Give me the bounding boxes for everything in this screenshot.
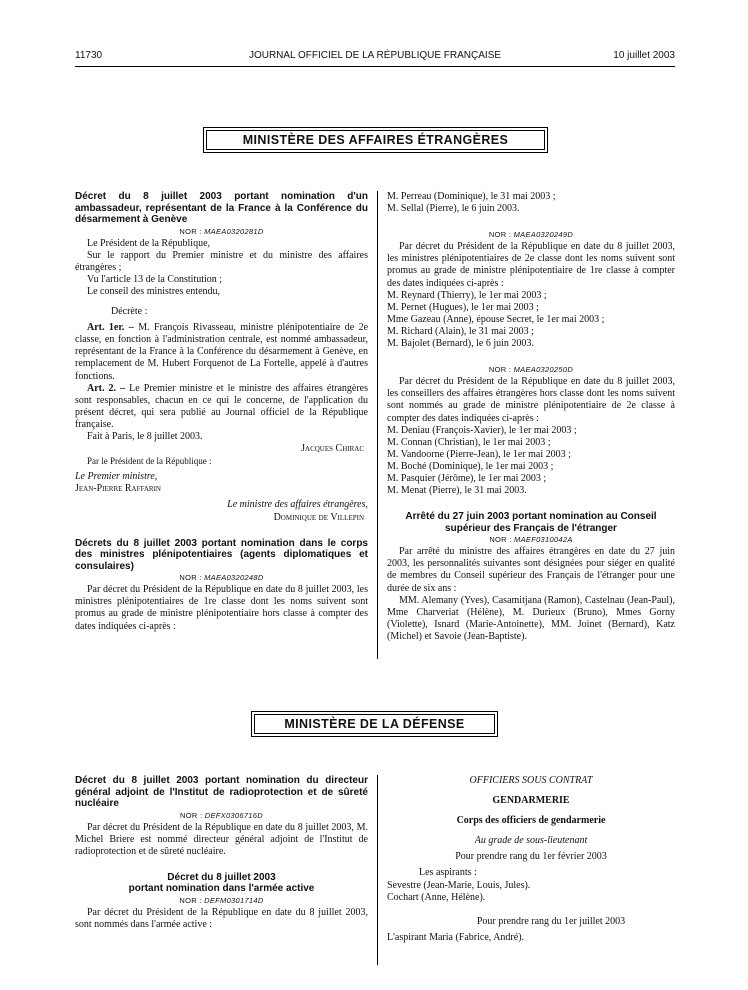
list-item: L'aspirant Maria (Fabrice, André).: [387, 931, 525, 943]
article-2: Art. 2. – Le Premier ministre et le ministre des affaires étrangères sont responsables, chacun en ce qui le concerne, de l'application du présent décret, qui sera publié au Journal officiel de la République française.: [75, 382, 368, 430]
list-item: M. Menat (Pierre), le 31 mai 2003.: [387, 485, 527, 497]
decrete: Décrète :: [111, 306, 148, 318]
paragraph: Par décret du Président de la République en date du 8 juillet 2003, M. Michel Briere est nommé directeur général adjoint de l'Institut de radioprotection et de sûreté nucléaire.: [75, 821, 368, 857]
paragraph: Par décret du Président de la République en date du 8 juillet 2003, les conseillers des affaires étrangères hors classe dont les noms suivent sont nommés au grade de ministre plénipotentiaire de 2e classe à compter des dates indiquées ci-après :: [387, 376, 675, 424]
paragraph: Par décret du Président de la République en date du 8 juillet 2003, les ministres plénipotentiaires de 2e classe dont les noms suivent sont promus au grade de ministre plénipotentiaire de 1re classe à compter des dates indiquées ci-après :: [387, 241, 675, 289]
paragraph: Sur le rapport du Premier ministre et du ministre des affaires étrangères ;: [75, 249, 368, 273]
column-divider: [377, 775, 378, 965]
paragraph: Vu l'article 13 de la Constitution ;: [87, 273, 223, 285]
page-number: 11730: [75, 50, 103, 61]
ministry-heading-box: [251, 711, 498, 737]
list-item: Sevestre (Jean-Marie, Louis, Jules).: [387, 879, 531, 891]
list-item: Cochart (Anne, Hélène).: [387, 891, 486, 903]
list-item: M. Connan (Christian), le 1er mai 2003 ;: [387, 436, 551, 448]
arrete-title: Arrêté du 27 juin 2003 portant nomination au Conseil supérieur des Français de l'étranger: [405, 511, 657, 534]
decree-title: Décret du 8 juillet 2003 portant nomination du directeur général adjoint de l'Institut de radioprotection et de sûreté nucléaire: [75, 775, 368, 809]
paragraph: Par arrêté du ministre des affaires étrangères en date du 27 juin 2003, les personnalités suivantes sont désignées pour siéger en qualité de membres du Conseil supérieur des Français de l'étranger pour une durée de six ans :: [387, 546, 675, 594]
decree-title-line1: Décret du 8 juillet 2003: [167, 871, 276, 883]
nor-reference: NOR : MAEA0320249D: [488, 230, 574, 240]
issue-date: 10 juillet 2003: [613, 50, 675, 61]
page-header: [75, 50, 675, 66]
paragraph: Le conseil des ministres entendu,: [87, 285, 221, 297]
list-item: M. Perreau (Dominique), le 31 mai 2003 ;: [387, 191, 556, 202]
list-item: M. Pasquier (Jérôme), le 1er mai 2003 ;: [387, 472, 547, 484]
nor-reference: NOR : MAEA0320281D: [179, 226, 264, 236]
paragraph: Par décret du Président de la République en date du 8 juillet 2003, sont nommés dans l'armée active :: [75, 906, 368, 931]
decree-title-line2: portant nomination dans l'armée active: [128, 883, 315, 895]
list-item: M. Bajolet (Bernard), le 6 juin 2003.: [387, 338, 534, 350]
aspirants-label: Les aspirants :: [419, 867, 477, 879]
nor-reference: NOR : MAEF0310042A: [489, 535, 573, 545]
list-item: Mme Gazeau (Anne), épouse Secret, le 1er mai 2003 ;: [387, 313, 605, 325]
ministry-heading: MINISTÈRE DE LA DÉFENSE: [254, 714, 495, 734]
right-column-top: [387, 191, 675, 643]
heading-corps: Corps des officiers de gendarmerie: [456, 815, 606, 827]
list-item: M. Deniau (François-Xavier), le 1er mai 2003 ;: [387, 424, 577, 436]
nor-reference: NOR : MAEA0320250D: [488, 365, 574, 375]
signature-president: Jacques Chirac: [301, 443, 364, 455]
column-divider: [377, 191, 378, 659]
nor-reference: NOR : DEFM0301714D: [179, 895, 264, 905]
header-rule: [75, 66, 675, 67]
pm-name: Jean-Pierre Raffarin: [75, 483, 161, 495]
journal-title: JOURNAL OFFICIEL DE LA RÉPUBLIQUE FRANÇAISE: [248, 50, 502, 61]
paragraph: Le Président de la République,: [87, 237, 211, 249]
list-item: M. Vandoorne (Pierre-Jean), le 1er mai 2003 ;: [387, 448, 571, 460]
left-column-top: [75, 191, 368, 633]
left-column-bottom: [75, 775, 368, 931]
list-item: M. Reynard (Thierry), le 1er mai 2003 ;: [387, 289, 547, 301]
list-item: M. Sellal (Pierre), le 6 juin 2003.: [387, 203, 520, 215]
fait: Fait à Paris, le 8 juillet 2003.: [87, 431, 203, 442]
rank-date: Pour prendre rang du 1er juillet 2003: [476, 915, 626, 927]
heading-grade: Au grade de sous-lieutenant: [474, 835, 588, 847]
rank-date: Pour prendre rang du 1er février 2003: [455, 851, 607, 863]
list-item: M. Pernet (Hugues), le 1er mai 2003 ;: [387, 301, 539, 313]
right-column-bottom: [387, 775, 675, 944]
ministry-heading: MINISTÈRE DES AFFAIRES ÉTRANGÈRES: [206, 130, 545, 150]
par-le-president: Par le Président de la République :: [87, 456, 212, 467]
heading-officiers: OFFICIERS SOUS CONTRAT: [469, 775, 593, 786]
paragraph: MM. Alemany (Yves), Casamitjana (Ramon), Castelnau (Jean-Paul), Mme Charveriat (Hélène), M. Durieux (Bruno), Mmes Gorny (Violette), Isnard (Marie-Antoinette), MM. Joinet (Bernard), Katz (Michel) et Savoie (Jean-Baptiste).: [387, 594, 675, 642]
nor-reference: NOR : DEFX0306716D: [180, 810, 263, 820]
minister-title: Le ministre des affaires étrangères,: [227, 499, 368, 511]
article-1: Art. 1er. – M. François Rivasseau, ministre plénipotentiaire de 2e classe, en fonction à l'administration centrale, est nommé ambassadeur, représentant de la France à la Conférence du désarmement à Genève, en remplacement de M. Hubert Forquenot de La Fortelle, appelé à d'autres fonctions.: [75, 322, 369, 382]
pm-title: Le Premier ministre,: [75, 471, 158, 483]
minister-name: Dominique de Villepin: [273, 511, 364, 523]
decree-title: Décrets du 8 juillet 2003 portant nomination dans le corps des ministres plénipotentiaires (agents diplomatiques et consulaires): [75, 537, 368, 572]
paragraph: Par décret du Président de la République en date du 8 juillet 2003, les ministres plénipotentiaires de 1re classe dont les noms suivent sont promus au grade de ministre plénipotentiaire hors classe à compter des dates indiquées ci-après :: [75, 584, 368, 632]
heading-gendarmerie: GENDARMERIE: [492, 795, 570, 807]
list-item: M. Boché (Dominique), le 1er mai 2003 ;: [387, 460, 554, 472]
nor-reference: NOR : MAEA0320248D: [179, 573, 264, 583]
list-item: M. Richard (Alain), le 31 mai 2003 ;: [387, 325, 534, 337]
ministry-heading-box: [203, 127, 548, 153]
decree-title: Décret du 8 juillet 2003 portant nomination d'un ambassadeur, représentant de la France à la Conférence du désarmement à Genève: [75, 191, 368, 225]
